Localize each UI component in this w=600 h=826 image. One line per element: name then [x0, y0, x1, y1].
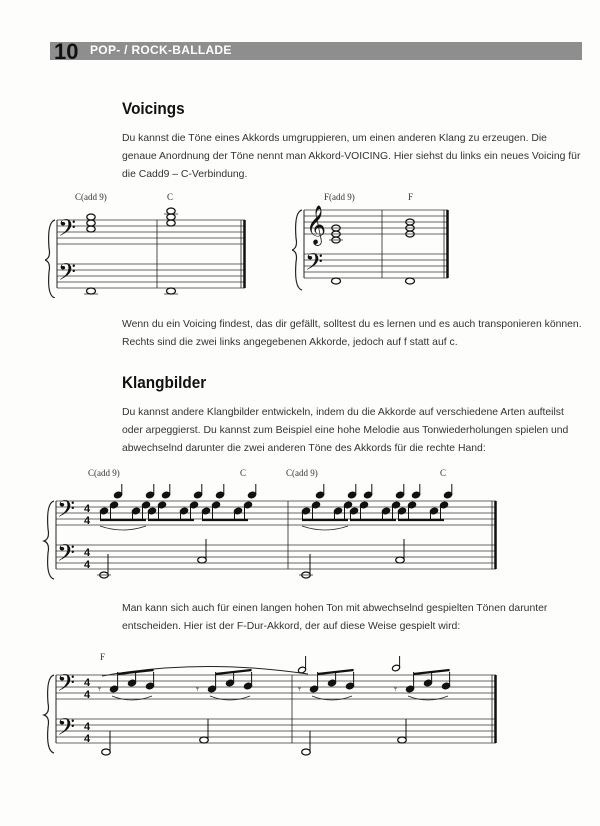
- voicings-intro: Du kannst die Töne eines Akkords umgruppieren, um einen anderen Klang zu erzeugen. Die genaue Anordnung der Töne nennt man Akkord-VOICING. Hier siehst du links ein neues Voicing für die Cadd9 – C-Verbindung.: [122, 133, 581, 180]
- klangbilder-heading: Klangbilder: [122, 373, 207, 392]
- note-head: [216, 491, 225, 499]
- melody-notes: [98, 656, 450, 700]
- bass-clef-icon: 𝄢: [305, 248, 324, 281]
- arpeggio-example-f: [40, 648, 500, 773]
- grand-staff-brace: [45, 220, 55, 298]
- chord-label-cadd9: C(add 9): [286, 468, 318, 478]
- voicings-heading: Voicings: [122, 99, 185, 118]
- lower-staff: [304, 254, 448, 278]
- klangbilder-intro: Du kannst andere Klangbilder entwickeln, indem du die Akkorde auf verschiedene Arten aufteilst oder arpeggierst. Du kannst zum Beispiel eine hohe Melodie aus Tonwiederholungen spielen und abwechselnd darunter die zwei anderen Töne des Akkords für die rechte Hand:: [122, 407, 569, 454]
- chord-label-c: C: [240, 468, 247, 478]
- section-title: POP- / ROCK-BALLADE: [90, 43, 232, 57]
- time-signature-top: 4: [84, 721, 91, 733]
- note-head: [162, 491, 171, 499]
- note-head: [114, 491, 123, 499]
- eighth-rest: 𝄾: [98, 684, 101, 696]
- note-head: [412, 491, 421, 499]
- time-signature-bottom: 4: [84, 689, 91, 701]
- lower-staff: [56, 545, 496, 569]
- note-head: [194, 491, 203, 499]
- time-signature-bottom: 4: [84, 733, 91, 745]
- bass-clef-icon: 𝄢: [58, 214, 77, 247]
- voicing-example-f: [292, 188, 452, 293]
- lower-staff: [56, 719, 496, 743]
- grand-staff-brace: [292, 210, 302, 290]
- voicing-example-c: [45, 188, 250, 298]
- bass-clef-icon: 𝄢: [57, 539, 76, 572]
- note-head: [348, 491, 357, 499]
- bass-whole-notes: [84, 288, 178, 294]
- eighth-rest: 𝄾: [196, 684, 199, 696]
- chord-label-cadd9: C(add 9): [75, 192, 107, 202]
- slur: [408, 696, 448, 700]
- voicings-after: Wenn du ein Voicing findest, das dir gefällt, solltest du es lernen und es auch transponieren können. Rechts sind die zwei links angegebenen Akkorde, jedoch auf f statt auf c.: [122, 319, 582, 348]
- chord-label-f: F: [100, 652, 106, 662]
- time-signature-bottom: 4: [84, 559, 91, 571]
- chord-label-cadd9: C(add 9): [88, 468, 120, 478]
- lower-staff: [57, 264, 245, 288]
- upper-staff: [57, 220, 245, 244]
- time-signature-top: 4: [84, 503, 91, 515]
- chord-label-c: C: [167, 192, 174, 202]
- note-head: [364, 491, 373, 499]
- chord-label-fadd9: F(add 9): [324, 192, 355, 202]
- slur: [100, 526, 146, 530]
- note-head: [396, 491, 405, 499]
- note-head: [248, 491, 257, 499]
- slur: [302, 526, 348, 530]
- chord-label-c: C: [440, 468, 447, 478]
- eighth-rest: 𝄾: [298, 684, 301, 696]
- chord-cadd9-upper: [87, 214, 95, 232]
- note-head: [316, 491, 325, 499]
- treble-clef-icon: 𝄞: [306, 205, 327, 245]
- time-signature-top: 4: [84, 547, 91, 559]
- eighth-rest: 𝄾: [394, 684, 397, 696]
- grand-staff-brace: [44, 675, 54, 753]
- bass-clef-icon: 𝄢: [57, 713, 76, 746]
- slur: [210, 696, 250, 700]
- bass-clef-icon: 𝄢: [57, 495, 76, 528]
- grand-staff-brace: [44, 501, 54, 579]
- klangbilder-text2: Man kann sich auch für einen langen hohen Ton mit abwechselnd gespielten Tönen darunter entscheiden. Hier ist der F-Dur-Akkord, der auf diese Weise gespielt wird:: [122, 603, 548, 632]
- note-head: [444, 491, 453, 499]
- arpeggio-example-cadd9: [40, 464, 500, 584]
- chord-label-f: F: [408, 192, 414, 202]
- bass-clef-icon: 𝄢: [57, 669, 76, 702]
- time-signature-top: 4: [84, 677, 91, 689]
- time-signature-bottom: 4: [84, 515, 91, 527]
- bass-clef-icon: 𝄢: [58, 258, 77, 291]
- chord-c-upper: [164, 208, 178, 226]
- note-head: [146, 491, 155, 499]
- slur: [312, 696, 352, 700]
- slur: [112, 696, 152, 700]
- upper-staff: [56, 675, 496, 699]
- page-number: 10: [54, 39, 79, 64]
- bass-whole-notes: [332, 278, 415, 284]
- page-header: [50, 39, 582, 64]
